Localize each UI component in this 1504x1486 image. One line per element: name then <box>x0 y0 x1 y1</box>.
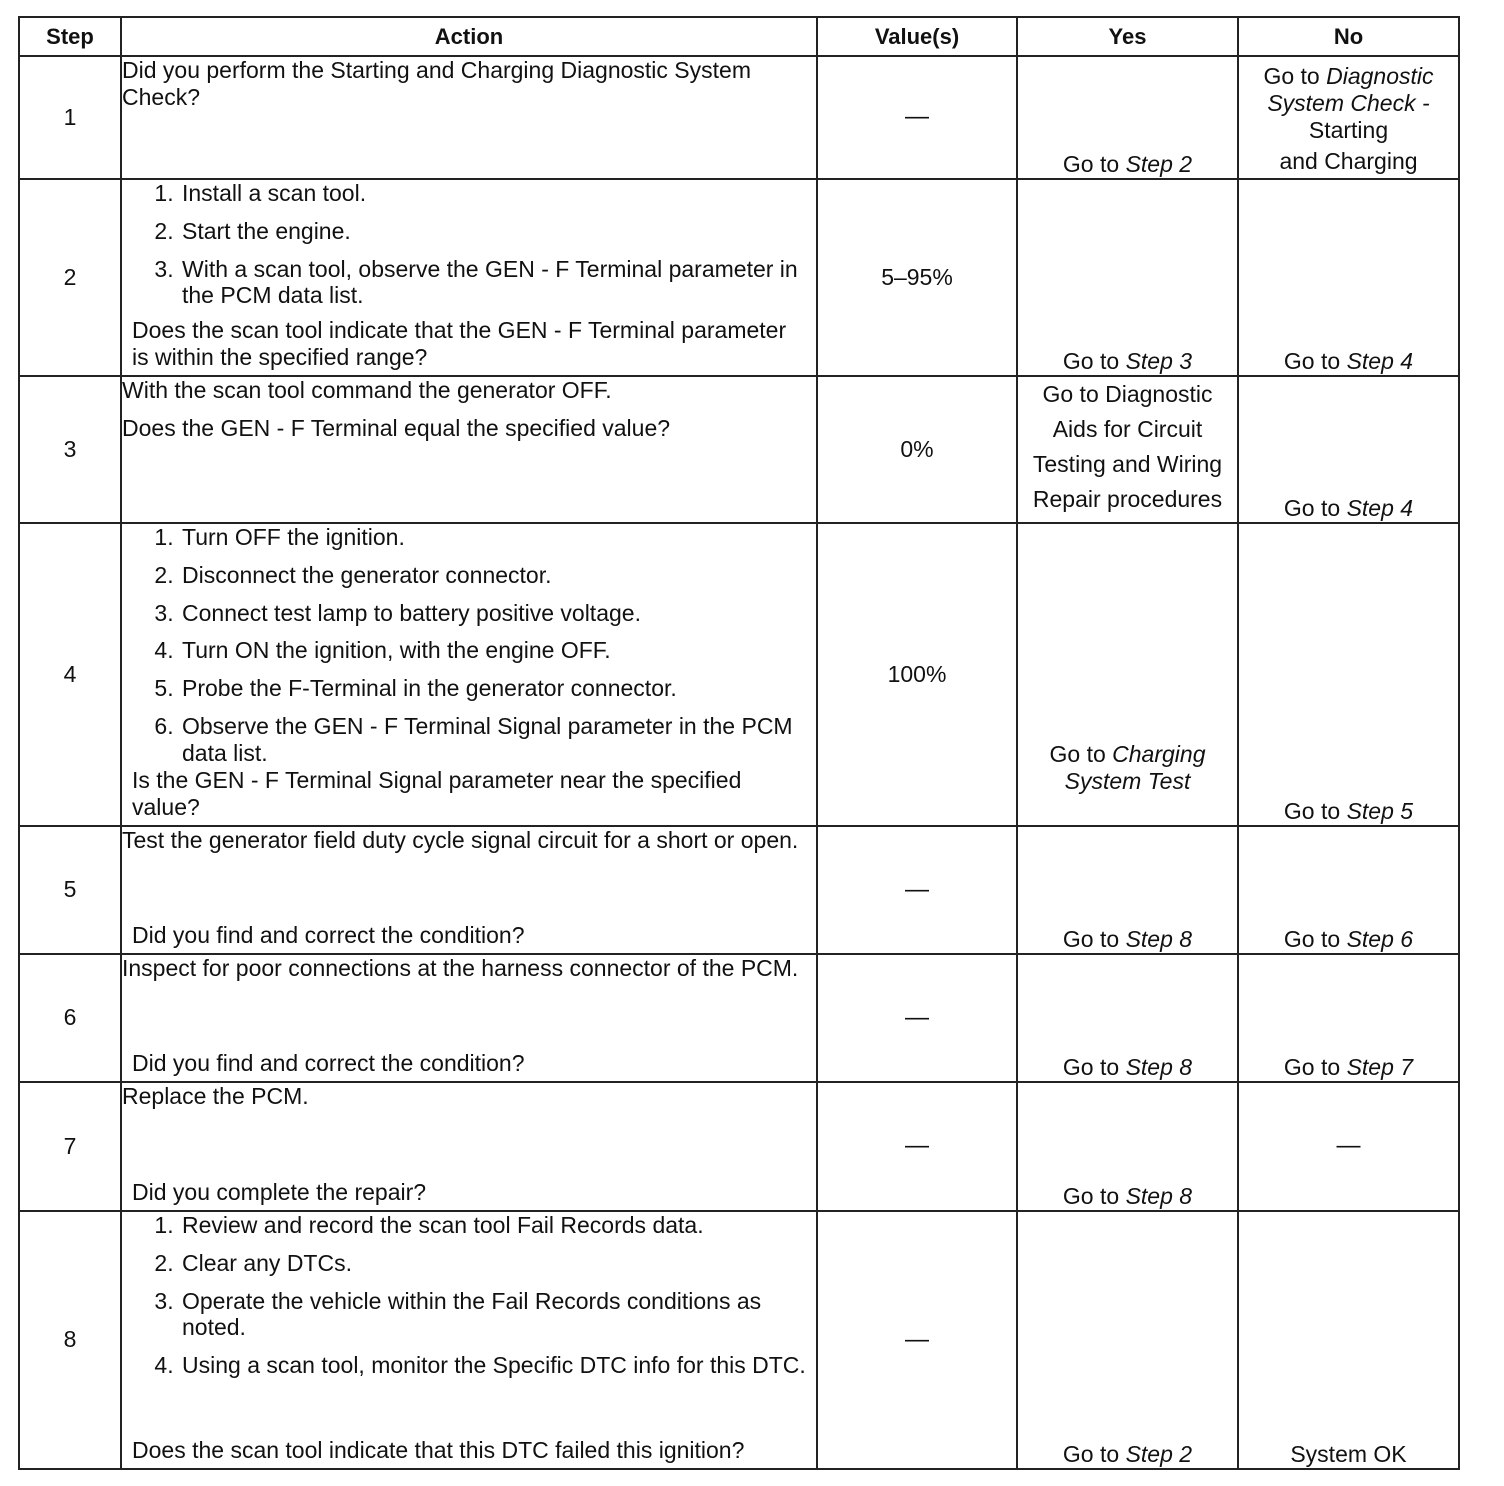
no-link[interactable]: Step 5 <box>1346 797 1414 824</box>
action-cell <box>121 1211 817 1469</box>
yes-link[interactable]: Step 2 <box>1125 1440 1193 1467</box>
no-prefix: Go to <box>1263 63 1327 89</box>
table-row <box>19 826 1459 954</box>
action-line: Inspect for poor connections at the harness connector of the PCM. <box>122 954 799 981</box>
step-number: 3 <box>19 376 121 523</box>
yes-link[interactable]: Step 8 <box>1125 1182 1193 1209</box>
action-step: 3. Operate the vehicle within the Fail Records conditions as noted. <box>180 1288 816 1342</box>
no-cell: — <box>1238 1082 1459 1211</box>
action-line: With the scan tool command the generator OFF. <box>122 376 612 403</box>
yes-prefix: Go to <box>1049 740 1113 767</box>
step-number: 8 <box>19 1211 121 1469</box>
no-cell: System OK <box>1238 1211 1459 1469</box>
action-question: Did you complete the repair? <box>132 1178 427 1205</box>
no-link[interactable]: Step 4 <box>1346 347 1414 374</box>
value-cell: 100% <box>817 523 1017 826</box>
action-step: 1. Install a scan tool. <box>180 180 816 207</box>
value-cell: 5–95% <box>817 179 1017 376</box>
no-cell <box>1238 56 1459 179</box>
action-question: Did you perform the Starting and Charging Diagnostic System Check? <box>122 57 751 110</box>
table-header-row <box>19 17 1459 56</box>
header-value: Value(s) <box>817 17 1017 56</box>
no-cell <box>1238 523 1459 826</box>
no-prefix: Go to <box>1283 494 1347 521</box>
yes-line[interactable]: Go to Diagnostic <box>1042 380 1213 407</box>
yes-cell <box>1017 376 1238 523</box>
action-question: Does the scan tool indicate that this DTC failed this ignition? <box>132 1436 745 1463</box>
action-question: Does the GEN - F Terminal equal the specified value? <box>122 414 671 441</box>
no-cell <box>1238 376 1459 523</box>
value-cell: — <box>817 1082 1017 1211</box>
value-cell: — <box>817 954 1017 1082</box>
step-number: 6 <box>19 954 121 1082</box>
no-cell <box>1238 179 1459 376</box>
yes-link[interactable]: Step 2 <box>1125 150 1193 177</box>
yes-prefix: Go to <box>1062 1440 1126 1467</box>
header-no: No <box>1238 17 1459 56</box>
header-step: Step <box>19 17 121 56</box>
step-number: 1 <box>19 56 121 179</box>
yes-line[interactable]: Aids for Circuit <box>1052 415 1203 442</box>
no-cell <box>1238 954 1459 1082</box>
table-row <box>19 179 1459 376</box>
yes-prefix: Go to <box>1062 925 1126 952</box>
action-step: 4. Turn ON the ignition, with the engine OFF. <box>180 637 816 664</box>
no-cell <box>1238 826 1459 954</box>
action-cell <box>121 376 817 523</box>
no-prefix: Go to <box>1283 347 1347 374</box>
action-question: Does the scan tool indicate that the GEN - F Terminal parameter is within the specified range? <box>132 316 787 370</box>
no-suffix-2: and Charging <box>1279 147 1418 174</box>
no-link[interactable]: Step 4 <box>1346 494 1414 521</box>
step-number: 7 <box>19 1082 121 1211</box>
action-step: 4. Using a scan tool, monitor the Specific DTC info for this DTC. <box>180 1352 816 1379</box>
no-suffix-1: Starting <box>1308 116 1389 143</box>
table-row <box>19 954 1459 1082</box>
action-steps <box>122 180 816 310</box>
table-row <box>19 1082 1459 1211</box>
step-number: 2 <box>19 179 121 376</box>
step-number: 5 <box>19 826 121 954</box>
action-cell <box>121 954 817 1082</box>
action-line: Test the generator field duty cycle signal circuit for a short or open. <box>122 826 799 853</box>
action-step: 6. Observe the GEN - F Terminal Signal parameter in the PCM data list. <box>180 713 816 767</box>
table-row <box>19 523 1459 826</box>
yes-cell <box>1017 523 1238 826</box>
yes-link[interactable]: Step 8 <box>1125 1053 1193 1080</box>
action-question: Did you find and correct the condition? <box>132 921 525 948</box>
action-step: 5. Probe the F-Terminal in the generator connector. <box>180 675 816 702</box>
action-question: Did you find and correct the condition? <box>132 1049 525 1076</box>
action-step: 3. With a scan tool, observe the GEN - F Terminal parameter in the PCM data list. <box>180 256 816 310</box>
yes-link[interactable]: Step 3 <box>1125 347 1193 374</box>
yes-prefix: Go to <box>1062 347 1126 374</box>
yes-prefix: Go to <box>1062 150 1126 177</box>
yes-cell <box>1017 954 1238 1082</box>
yes-link[interactable]: Step 8 <box>1125 925 1193 952</box>
action-step: 2. Start the engine. <box>180 218 816 245</box>
header-action: Action <box>121 17 817 56</box>
no-link[interactable]: Step 6 <box>1346 925 1414 952</box>
yes-line[interactable]: Testing and Wiring <box>1032 450 1223 477</box>
step-number: 4 <box>19 523 121 826</box>
diagnostic-table <box>18 16 1460 1470</box>
no-prefix: Go to <box>1283 925 1347 952</box>
header-yes: Yes <box>1017 17 1238 56</box>
no-prefix: Go to <box>1283 1053 1347 1080</box>
action-line: Replace the PCM. <box>122 1082 309 1109</box>
action-cell <box>121 1082 817 1211</box>
action-step: 2. Disconnect the generator connector. <box>180 562 816 589</box>
value-cell: 0% <box>817 376 1017 523</box>
value-cell: — <box>817 1211 1017 1469</box>
no-link[interactable]: Diagnostic System Check - <box>1267 63 1434 116</box>
action-cell <box>121 56 817 179</box>
yes-prefix: Go to <box>1062 1182 1126 1209</box>
action-step: 1. Review and record the scan tool Fail Records data. <box>180 1212 816 1239</box>
yes-link[interactable]: Charging System Test <box>1064 740 1206 794</box>
table-row <box>19 56 1459 179</box>
action-step: 1. Turn OFF the ignition. <box>180 524 816 551</box>
yes-cell <box>1017 826 1238 954</box>
action-steps <box>122 1212 816 1380</box>
value-cell: — <box>817 56 1017 179</box>
yes-cell <box>1017 1211 1238 1469</box>
action-step: 2. Clear any DTCs. <box>180 1250 816 1277</box>
yes-prefix: Go to <box>1062 1053 1126 1080</box>
action-cell <box>121 179 817 376</box>
yes-cell <box>1017 1082 1238 1211</box>
table-row <box>19 1211 1459 1469</box>
yes-cell <box>1017 56 1238 179</box>
action-steps <box>122 524 816 767</box>
action-question: Is the GEN - F Terminal Signal parameter near the specified value? <box>132 766 742 820</box>
action-cell <box>121 523 817 826</box>
no-prefix: Go to <box>1283 797 1347 824</box>
no-link[interactable]: Step 7 <box>1346 1053 1414 1080</box>
yes-cell <box>1017 179 1238 376</box>
yes-line[interactable]: Repair procedures <box>1032 485 1223 512</box>
table-row <box>19 376 1459 523</box>
action-step: 3. Connect test lamp to battery positive voltage. <box>180 600 816 627</box>
value-cell: — <box>817 826 1017 954</box>
action-cell <box>121 826 817 954</box>
